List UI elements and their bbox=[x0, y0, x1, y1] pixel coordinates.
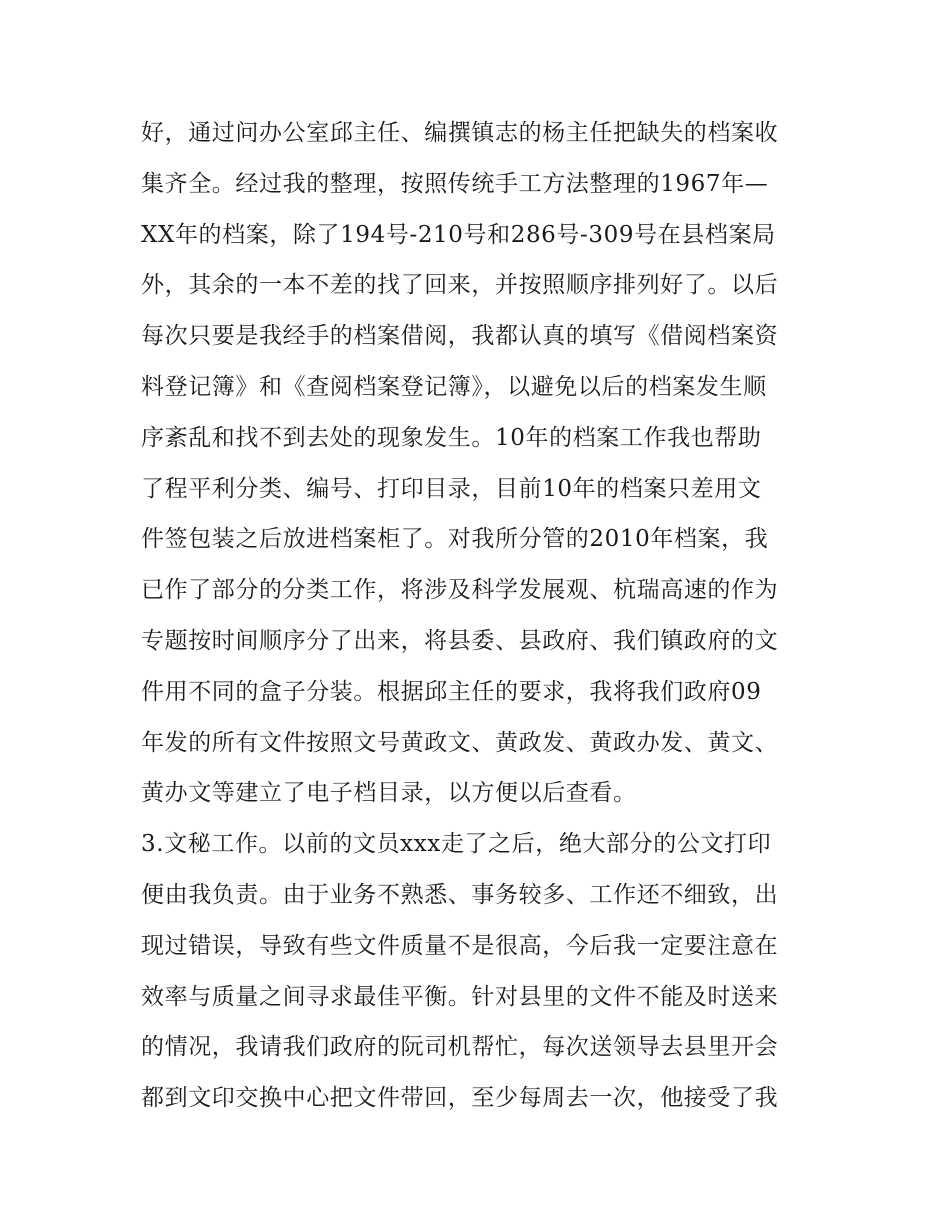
text-line: 件签包装之后放进档案柜了。对我所分管的2010年档案，我 bbox=[141, 526, 769, 553]
text-line: 外，其余的一本不差的找了回来，并按照顺序排列好了。以后 bbox=[141, 272, 779, 299]
text-line: 3.文秘工作。以前的文员xxx走了之后，绝大部分的公文打印 bbox=[141, 831, 772, 858]
text-line: 了程平利分类、编号、打印目录，目前10年的档案只差用文 bbox=[141, 475, 762, 502]
text-line: 已作了部分的分类工作，将涉及科学发展观、杭瑞高速的作为 bbox=[141, 577, 779, 604]
text-line: 都到文印交换中心把文件带回，至少每周去一次，他接受了我 bbox=[141, 1085, 779, 1112]
text-line: 黄办文等建立了电子档目录，以方便以后查看。 bbox=[141, 780, 637, 807]
text-line: 专题按时间顺序分了出来，将县委、县政府、我们镇政府的文 bbox=[141, 627, 779, 654]
text-line: 便由我负责。由于业务不熟悉、事务较多、工作还不细致，出 bbox=[141, 881, 779, 908]
text-line: 序紊乱和找不到去处的现象发生。10年的档案工作我也帮助 bbox=[141, 424, 762, 451]
text-line: 好，通过问办公室邱主任、编撰镇志的杨主任把缺失的档案收 bbox=[141, 120, 779, 146]
text-line: 年发的所有文件按照文号黄政文、黄政发、黄政办发、黄文、 bbox=[141, 729, 779, 756]
text-line: 的情况，我请我们政府的阮司机帮忙，每次送领导去县里开会 bbox=[141, 1034, 779, 1061]
text-line: 现过错误，导致有些文件质量不是很高，今后我一定要注意在 bbox=[141, 932, 779, 959]
text-line: XX年的档案，除了194号-210号和286号-309号在县档案局 bbox=[141, 221, 776, 248]
text-line: 每次只要是我经手的档案借阅，我都认真的填写《借阅档案资 bbox=[141, 323, 779, 350]
body-text bbox=[141, 108, 821, 1124]
text-line: 件用不同的盒子分装。根据邱主任的要求，我将我们政府09 bbox=[141, 678, 762, 705]
text-line: 效率与质量之间寻求最佳平衡。针对县里的文件不能及时送来 bbox=[141, 983, 779, 1010]
text-line: 料登记簿》和《查阅档案登记簿》，以避免以后的档案发生顺 bbox=[141, 373, 767, 400]
text-line: 集齐全。经过我的整理，按照传统手工方法整理的1967年— bbox=[141, 170, 769, 197]
